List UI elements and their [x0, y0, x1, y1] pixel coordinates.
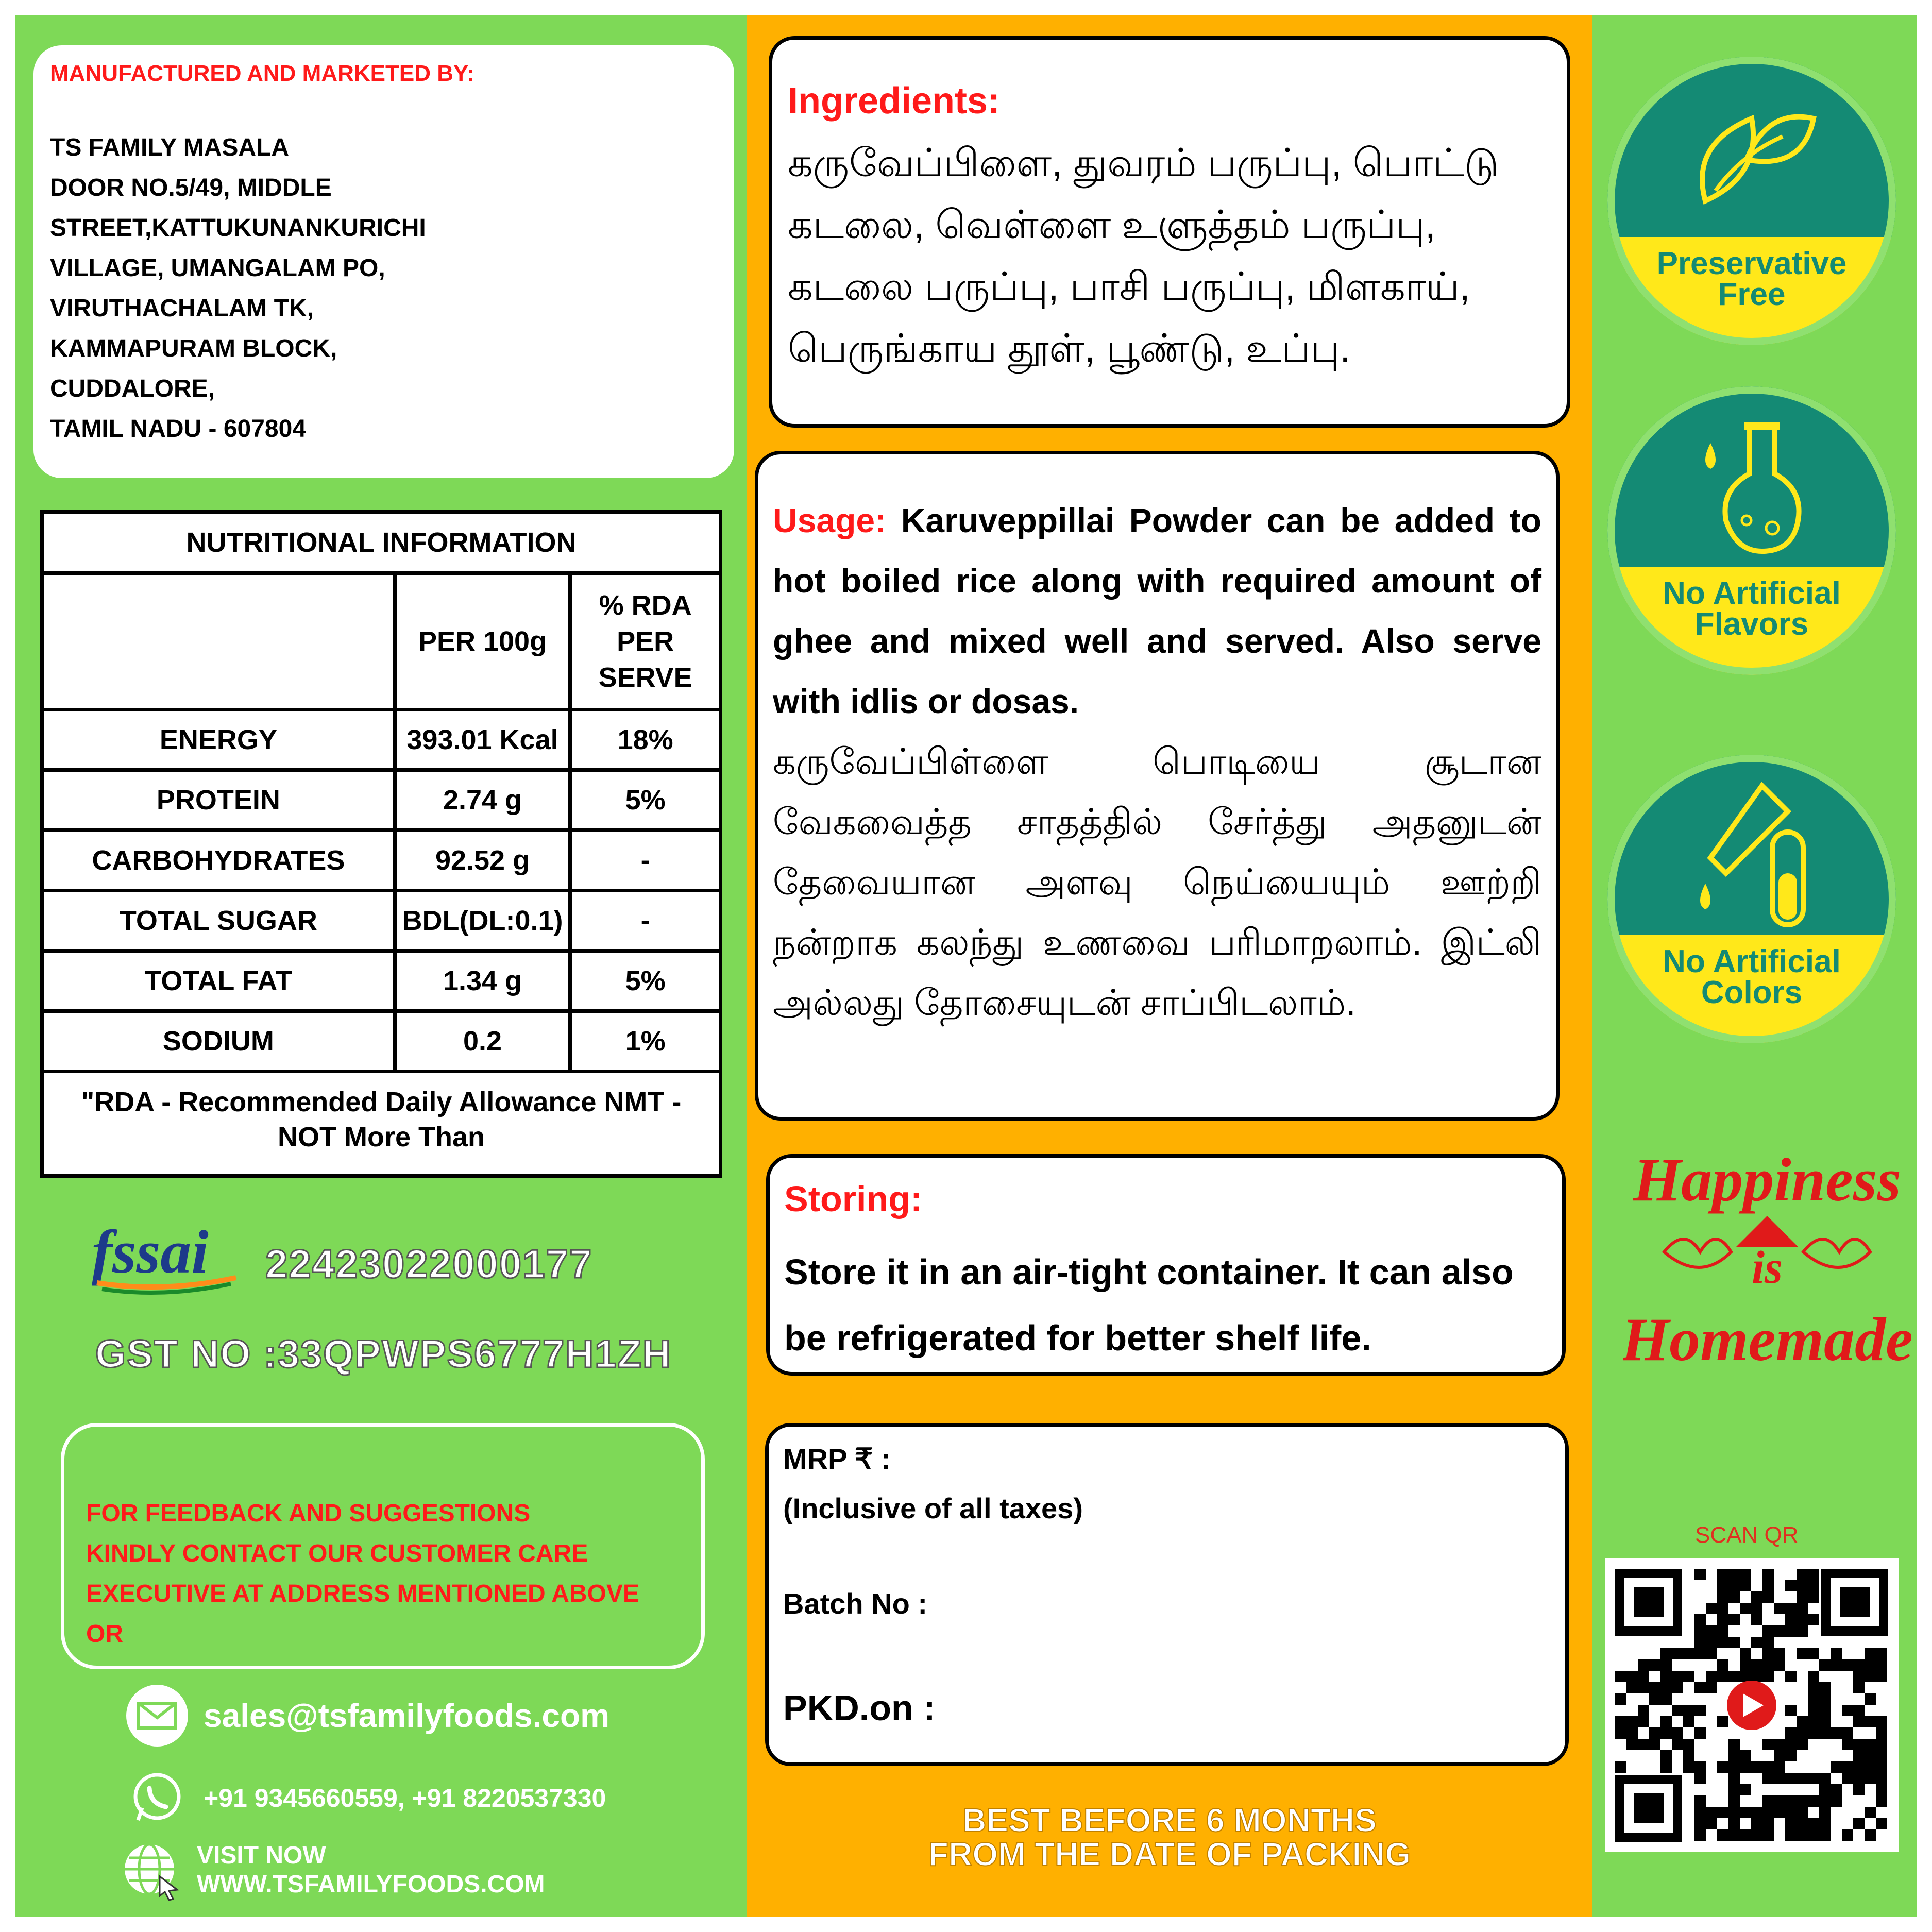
nutrient-value: 92.52 g [395, 831, 570, 891]
table-row [44, 891, 719, 951]
website-link[interactable]: WWW.TSFAMILYFOODS.COM [197, 1871, 545, 1898]
visit-now-label: VISIT NOW [197, 1842, 326, 1869]
happiness-is-homemade-logo [1623, 1144, 1911, 1386]
nutrient-rda: 5% [570, 770, 719, 831]
address-line: DOOR NO.5/49, MIDDLE [50, 174, 332, 201]
fssai-logo [87, 1216, 241, 1298]
feedback-box [61, 1423, 705, 1669]
best-before [757, 1803, 1582, 1871]
address-line: VILLAGE, UMANGALAM PO, [50, 255, 385, 282]
usage-english-text: Karuveppillai Powder can be added to hot boiled rice along with required amount of ghee and mixed well and served. Also serve with idlis or dosas. [773, 501, 1542, 720]
badge-line: Colors [1701, 975, 1803, 1010]
no-artificial-flavors-badge [1607, 386, 1896, 675]
nutrient-value: 1.34 g [395, 951, 570, 1011]
tagline-line1: Happiness [1633, 1145, 1902, 1214]
nutrient-name: TOTAL FAT [44, 951, 395, 1011]
ingredients-text: கருவேப்பிளை, துவரம் பருப்பு, பொட்டு கடலை, வெள்ளை உளுத்தம் பருப்பு, கடலை பருப்பு, பாசி பருப்பு, மிளகாய், பெருங்காய தூள், பூண்டு, உப்பு. [788, 141, 1499, 370]
ingredients-heading: Ingredients: [788, 80, 1001, 122]
storing-text: Store it in an air-tight container. It can also be refrigerated for better shelf life. [784, 1252, 1514, 1358]
tagline-line2: is [1751, 1242, 1783, 1293]
scan-qr-label: SCAN QR [1695, 1522, 1799, 1548]
storing-heading: Storing: [784, 1179, 923, 1219]
nutrient-rda: 5% [570, 951, 719, 1011]
table-row [44, 951, 719, 1011]
table-row [44, 710, 719, 770]
table-row [44, 770, 719, 831]
preservative-free-badge [1607, 57, 1896, 345]
website-block [197, 1841, 545, 1899]
email-link[interactable]: sales@tsfamilyfoods.com [204, 1697, 609, 1734]
rda-footnote: "RDA - Recommended Daily Allowance NMT - NOT More Than [81, 1087, 682, 1153]
address-line: TAMIL NADU - 607804 [50, 415, 307, 443]
fssai-number: 22423022000177 [265, 1241, 593, 1286]
table-row [44, 831, 719, 891]
email-row[interactable] [126, 1685, 609, 1747]
address-line: CUDDALORE, [50, 375, 215, 402]
badge-line: No Artificial [1663, 944, 1841, 979]
feedback-line: KINDLY CONTACT OUR CUSTOMER CARE [86, 1540, 588, 1567]
nutrient-rda: 18% [570, 710, 719, 770]
best-before-line: BEST BEFORE 6 MONTHS [962, 1802, 1377, 1839]
nutrition-title: NUTRITIONAL INFORMATION [44, 514, 719, 573]
nutrient-name: CARBOHYDRATES [44, 831, 395, 891]
nutrient-rda: - [570, 831, 719, 891]
badge-label [1607, 946, 1896, 1008]
nutrition-table [40, 510, 722, 1178]
tax-note: (Inclusive of all taxes) [783, 1492, 1083, 1524]
badge-label [1607, 248, 1896, 310]
ingredients-card [769, 36, 1570, 428]
nutrient-value: BDL(DL:0.1) [395, 891, 570, 951]
leaf-icon [1685, 88, 1819, 222]
nutrient-rda: 1% [570, 1011, 719, 1072]
address-line: TS FAMILY MASALA [50, 134, 290, 161]
packed-on-label: PKD.on : [783, 1688, 936, 1728]
nutrient-rda: - [570, 891, 719, 951]
fssai-logo-text: fssai [92, 1217, 209, 1286]
batch-label: Batch No : [783, 1587, 927, 1620]
nutrient-name: TOTAL SUGAR [44, 891, 395, 951]
header-per100: PER 100g [395, 573, 570, 710]
qr-code[interactable] [1605, 1558, 1899, 1852]
nutrient-name: PROTEIN [44, 770, 395, 831]
storing-card [766, 1154, 1566, 1376]
badge-line: Flavors [1694, 606, 1809, 642]
dropper-icon [1685, 775, 1819, 930]
usage-english [773, 490, 1541, 732]
address-line: VIRUTHACHALAM TK, [50, 295, 314, 322]
globe-icon [120, 1839, 181, 1901]
feedback-line: EXECUTIVE AT ADDRESS MENTIONED ABOVE OR [86, 1580, 639, 1648]
table-row [44, 1011, 719, 1072]
address-line: STREET,KATTUKUNANKURICHI [50, 214, 426, 242]
badge-line: No Artificial [1663, 575, 1841, 611]
usage-tamil: கருவேப்பிள்ளை பொடியை சூடான வேகவைத்த சாதத்தில் சேர்த்து அதனுடன் தேவையான அளவு நெய்யையும் ஊற்றி நன்றாக கலந்து உணவை பரிமாறலாம். இட்லி அல்லது தோசையுடன் சாப்பிடலாம். [773, 741, 1541, 1023]
gst-number: GST NO :33QPWPS6777H1ZH [95, 1332, 672, 1376]
mail-icon [126, 1685, 188, 1747]
phone-row[interactable] [126, 1767, 606, 1829]
tagline-line3: Homemade [1623, 1305, 1911, 1374]
header-rda: % RDA PER SERVE [570, 573, 719, 710]
nutrient-name: SODIUM [44, 1011, 395, 1072]
no-artificial-colors-badge [1607, 755, 1896, 1043]
manufacturer-card [33, 45, 734, 478]
website-row[interactable] [120, 1839, 545, 1901]
feedback-line: FOR FEEDBACK AND SUGGESTIONS [86, 1500, 531, 1527]
usage-card [755, 451, 1560, 1121]
nutrient-name: ENERGY [44, 710, 395, 770]
nutrient-value: 0.2 [395, 1011, 570, 1072]
mrp-label: MRP ₹ : [783, 1443, 891, 1475]
pack-details-card [765, 1423, 1569, 1766]
header-blank [44, 573, 395, 710]
phone-numbers[interactable]: +91 9345660559, +91 8220537330 [204, 1784, 606, 1812]
badge-line: Free [1718, 277, 1786, 312]
whatsapp-icon [126, 1767, 188, 1829]
badge-label [1607, 575, 1896, 642]
best-before-line: FROM THE DATE OF PACKING [928, 1836, 1411, 1873]
badge-line: Preservative [1656, 246, 1847, 281]
manufacturer-heading: MANUFACTURED AND MARKETED BY: [50, 61, 474, 86]
nutrient-value: 393.01 Kcal [395, 710, 570, 770]
address-line: KAMMAPURAM BLOCK, [50, 335, 337, 362]
flask-icon [1690, 412, 1814, 556]
usage-heading: Usage: [773, 501, 887, 539]
nutrient-value: 2.74 g [395, 770, 570, 831]
